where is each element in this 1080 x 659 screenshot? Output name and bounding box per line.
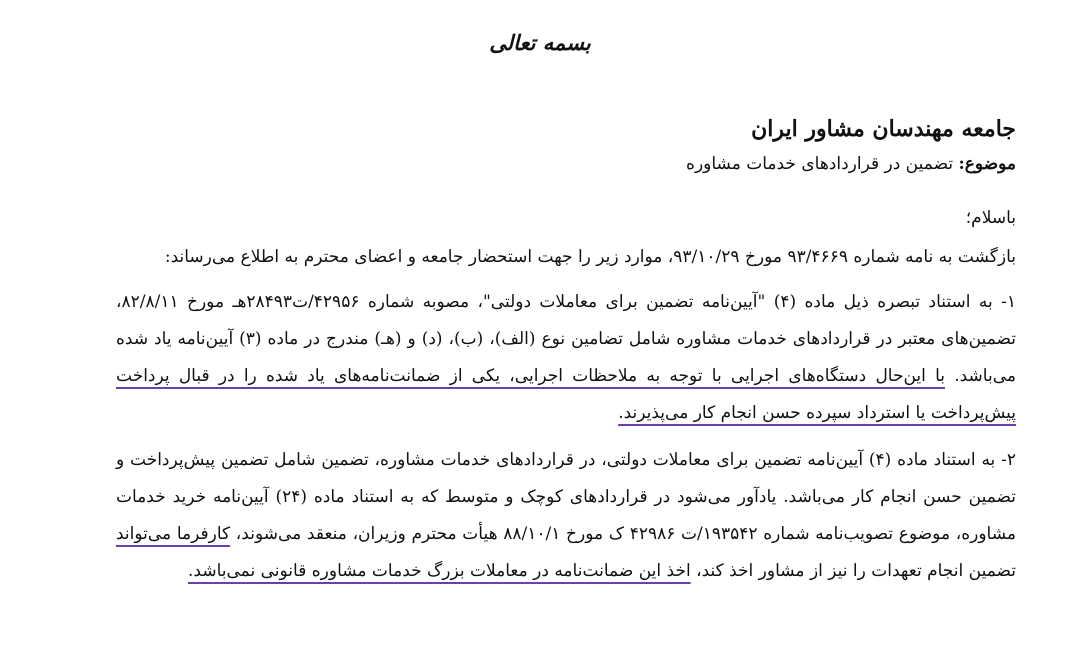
item-number: ۱- <box>1001 292 1016 312</box>
greeting: باسلام؛ <box>965 208 1016 228</box>
item-text: به استناد تبصره ذیل ماده (۴) "آیین‌نامه تضمین برای معاملات دولتی"، مصوبه شماره ۴۲۹۵۶/ت۲۸۴۹۳هـ مورخ ۸۲/۸/۱۱، تضمین‌های معتبر در قراردادهای خدمات مشاوره شامل تضامین نوع (الف)، (ب)، (د) و (هـ) مندرج در ماده (۳) آیین‌نامه یاد شده می‌باشد. <box>116 292 1016 386</box>
item-text-middle: تضمین انجام تعهدات را نیز از مشاور اخذ کند، <box>690 561 1016 581</box>
basmala-heading: بسمه تعالی <box>489 30 591 55</box>
item-number: ۲- <box>1001 450 1016 470</box>
numbered-item-1 <box>116 284 1016 432</box>
intro-paragraph: بازگشت به نامه شماره ۹۳/۴۶۶۹ مورخ ۹۳/۱۰/۲۹، موارد زیر را جهت استحضار جامعه و اعضای محترم به اطلاع می‌رساند: <box>164 247 1016 267</box>
subject-line <box>686 150 1016 178</box>
numbered-item-2 <box>116 442 1016 590</box>
subject-text: تضمین در قراردادهای خدمات مشاوره <box>686 154 954 174</box>
underlined-text: اخذ این ضمانت‌نامه در معاملات بزرگ خدمات مشاوره قانونی نمی‌باشد. <box>188 561 691 581</box>
subject-label: موضوع: <box>958 154 1016 174</box>
underlined-text: کارفرما می‌تواند <box>116 524 231 544</box>
recipient-title: جامعه مهندسان مشاور ایران <box>751 116 1016 142</box>
underlined-text: با این‌حال دستگاه‌های اجرایی با توجه به ملاحظات اجرایی، یکی از ضمانت‌نامه‌های یاد شده را در قبال پرداخت پیش‌پرداخت یا استرداد سپرده حسن انجام کار می‌پذیرند. <box>116 366 1016 423</box>
item-text: به استناد ماده (۴) آیین‌نامه تضمین برای معاملات دولتی، در قراردادهای خدمات مشاوره، تضمین شامل تضمین پیش‌پرداخت و تضمین حسن انجام کار می‌باشد. یادآور می‌شود در قراردادهای کوچک و متوسط که به استناد ماده (۲۴) آیین‌نامه خرید خدمات مشاوره، موضوع تصویب‌نامه شماره ۱۹۳۵۴۲/ت ۴۲۹۸۶ ک مورخ ۸۸/۱۰/۱ هیأت محترم وزیران، منعقد می‌شوند، <box>116 450 1017 544</box>
